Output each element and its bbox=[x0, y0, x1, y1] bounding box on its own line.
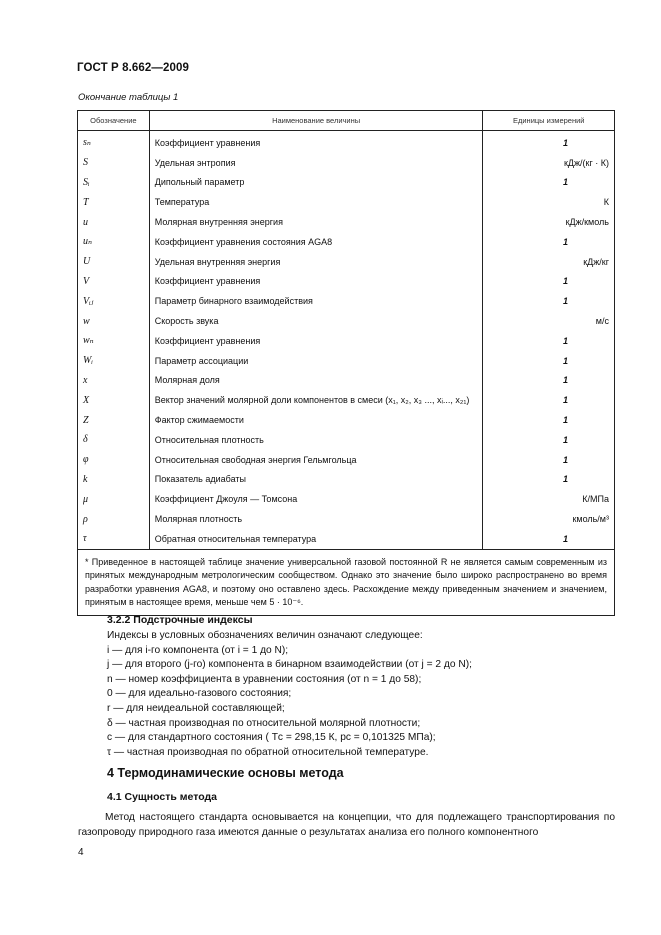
row-symbol: u bbox=[78, 212, 150, 232]
table-row bbox=[78, 192, 615, 212]
row-symbol: S bbox=[78, 153, 150, 173]
row-name: Коэффициент уравнения состояния AGA8 bbox=[149, 232, 483, 252]
row-unit: 1 bbox=[483, 430, 615, 450]
table-row bbox=[78, 410, 615, 430]
row-symbol: V bbox=[78, 272, 150, 292]
row-symbol: μ bbox=[78, 489, 150, 509]
index-line: i — для i-го компонента (от i = 1 до N); bbox=[107, 644, 289, 656]
row-unit: 1 bbox=[483, 173, 615, 193]
section-4-1-text: Метод настоящего стандарта основывается на концепции, что для подлежащего транспортирования по газопроводу природного газа имеются данные о результатах анализа его полного компонентного bbox=[78, 812, 615, 838]
table-row bbox=[78, 131, 615, 153]
row-name: Коэффициент Джоуля — Томсона bbox=[149, 489, 483, 509]
row-symbol: τ bbox=[78, 529, 150, 549]
row-symbol: Z bbox=[78, 410, 150, 430]
row-symbol: ρ bbox=[78, 509, 150, 529]
row-symbol: x bbox=[78, 371, 150, 391]
row-unit: 1 bbox=[483, 232, 615, 252]
table-row bbox=[78, 311, 615, 331]
row-name: Скорость звука bbox=[149, 311, 483, 331]
row-unit: кДж/(кг · К) bbox=[483, 153, 615, 173]
table-row bbox=[78, 252, 615, 272]
row-unit: 1 bbox=[483, 450, 615, 470]
row-symbol: k bbox=[78, 470, 150, 490]
row-name: Фактор сжимаемости bbox=[149, 410, 483, 430]
table-header-row bbox=[78, 111, 615, 131]
row-name: Дипольный параметр bbox=[149, 173, 483, 193]
index-line: τ — частная производная по обратной относительной температуре. bbox=[107, 746, 429, 758]
table-row bbox=[78, 529, 615, 549]
row-name: Молярная плотность bbox=[149, 509, 483, 529]
table-row bbox=[78, 212, 615, 232]
row-unit: К bbox=[483, 192, 615, 212]
row-name: Обратная относительная температура bbox=[149, 529, 483, 549]
table-row bbox=[78, 272, 615, 292]
row-symbol: φ bbox=[78, 450, 150, 470]
row-unit: кмоль/м³ bbox=[483, 509, 615, 529]
index-line: j — для второго (j-го) компонента в бинарном взаимодействии (от j = 2 до N); bbox=[107, 659, 472, 671]
row-unit: 1 bbox=[483, 331, 615, 351]
table-caption: Окончание таблицы 1 bbox=[78, 92, 179, 103]
row-name: Показатель адиабаты bbox=[149, 470, 483, 490]
row-name: Коэффициент уравнения bbox=[149, 131, 483, 153]
row-unit: кДж/кмоль bbox=[483, 212, 615, 232]
table-row bbox=[78, 470, 615, 490]
table-row bbox=[78, 232, 615, 252]
row-symbol: Wᵢ bbox=[78, 351, 150, 371]
table-footnote: * Приведенное в настоящей таблице значение универсальной газовой постоянной R не является самым современным из принятых международным метрологическим сообществом. Однако это значение было широко распространено во время разработки уравнения AGA8, и поэтому оно оставлено здесь. Расхождение между приведенным значением и значением, принятым в настоящее время, меньше чем 5 · 10⁻⁶. bbox=[78, 549, 615, 615]
row-unit: 1 bbox=[483, 470, 615, 490]
table-row bbox=[78, 509, 615, 529]
row-symbol: wₙ bbox=[78, 331, 150, 351]
row-unit: кДж/кг bbox=[483, 252, 615, 272]
table-row bbox=[78, 450, 615, 470]
table-row bbox=[78, 351, 615, 371]
index-line: 0 — для идеально-газового состояния; bbox=[107, 688, 292, 700]
row-unit: 1 bbox=[483, 351, 615, 371]
row-unit: К/МПа bbox=[483, 489, 615, 509]
row-symbol: δ bbox=[78, 430, 150, 450]
section-4-heading: 4 Термодинамические основы метода bbox=[107, 766, 344, 780]
row-name: Параметр ассоциации bbox=[149, 351, 483, 371]
table-row bbox=[78, 489, 615, 509]
row-symbol: X bbox=[78, 390, 150, 410]
table-row bbox=[78, 430, 615, 450]
row-symbol: Vᵢⱼ bbox=[78, 291, 150, 311]
row-symbol: uₙ bbox=[78, 232, 150, 252]
row-name: Коэффициент уравнения bbox=[149, 272, 483, 292]
table-row bbox=[78, 371, 615, 391]
row-name: Удельная внутренняя энергия bbox=[149, 252, 483, 272]
table-row bbox=[78, 331, 615, 351]
section-3-2-2-body bbox=[107, 629, 587, 760]
symbols-table bbox=[77, 110, 615, 616]
row-name: Молярная внутренняя энергия bbox=[149, 212, 483, 232]
table-footnote-row bbox=[78, 549, 615, 615]
row-unit: 1 bbox=[483, 529, 615, 549]
section-3-2-2-heading: 3.2.2 Подстрочные индексы bbox=[107, 614, 253, 626]
page-number: 4 bbox=[78, 847, 84, 858]
row-name: Температура bbox=[149, 192, 483, 212]
table-row bbox=[78, 291, 615, 311]
row-name: Вектор значений молярной доли компонентов в смеси (x₁, x₂, x₃ ..., xᵢ..., x₂₁) bbox=[149, 390, 483, 410]
table-row bbox=[78, 390, 615, 410]
row-symbol: sₙ bbox=[78, 131, 150, 153]
document-header: ГОСТ Р 8.662—2009 bbox=[77, 62, 189, 74]
row-unit: 1 bbox=[483, 272, 615, 292]
row-name: Молярная доля bbox=[149, 371, 483, 391]
row-name: Относительная свободная энергия Гельмгольца bbox=[149, 450, 483, 470]
table-row bbox=[78, 153, 615, 173]
row-unit: 1 bbox=[483, 371, 615, 391]
row-symbol: T bbox=[78, 192, 150, 212]
index-line: с — для стандартного состояния ( Tс = 298,15 К, pс = 0,101325 МПа); bbox=[107, 732, 436, 744]
column-header-symbol: Обозначение bbox=[78, 111, 150, 131]
row-unit: 1 bbox=[483, 390, 615, 410]
row-unit: 1 bbox=[483, 131, 615, 153]
row-name: Удельная энтропия bbox=[149, 153, 483, 173]
row-symbol: w bbox=[78, 311, 150, 331]
row-unit: 1 bbox=[483, 410, 615, 430]
row-symbol: Sᵢ bbox=[78, 173, 150, 193]
row-unit: 1 bbox=[483, 291, 615, 311]
index-line: r — для неидеальной составляющей; bbox=[107, 702, 285, 714]
row-name: Коэффициент уравнения bbox=[149, 331, 483, 351]
row-symbol: U bbox=[78, 252, 150, 272]
table-row bbox=[78, 173, 615, 193]
column-header-name: Наименование величины bbox=[149, 111, 483, 131]
index-line: Индексы в условных обозначениях величин означают следующее: bbox=[107, 630, 423, 641]
index-line: δ — частная производная по относительной молярной плотности; bbox=[107, 717, 421, 729]
index-line: n — номер коэффициента в уравнении состояния (от n = 1 до 58); bbox=[107, 673, 422, 685]
row-name: Относительная плотность bbox=[149, 430, 483, 450]
row-name: Параметр бинарного взаимодействия bbox=[149, 291, 483, 311]
row-unit: м/с bbox=[483, 311, 615, 331]
column-header-unit: Единицы измерений bbox=[483, 111, 615, 131]
section-4-1-heading: 4.1 Сущность метода bbox=[107, 791, 218, 803]
table-body bbox=[78, 131, 615, 550]
section-4-1-paragraph bbox=[78, 811, 615, 840]
